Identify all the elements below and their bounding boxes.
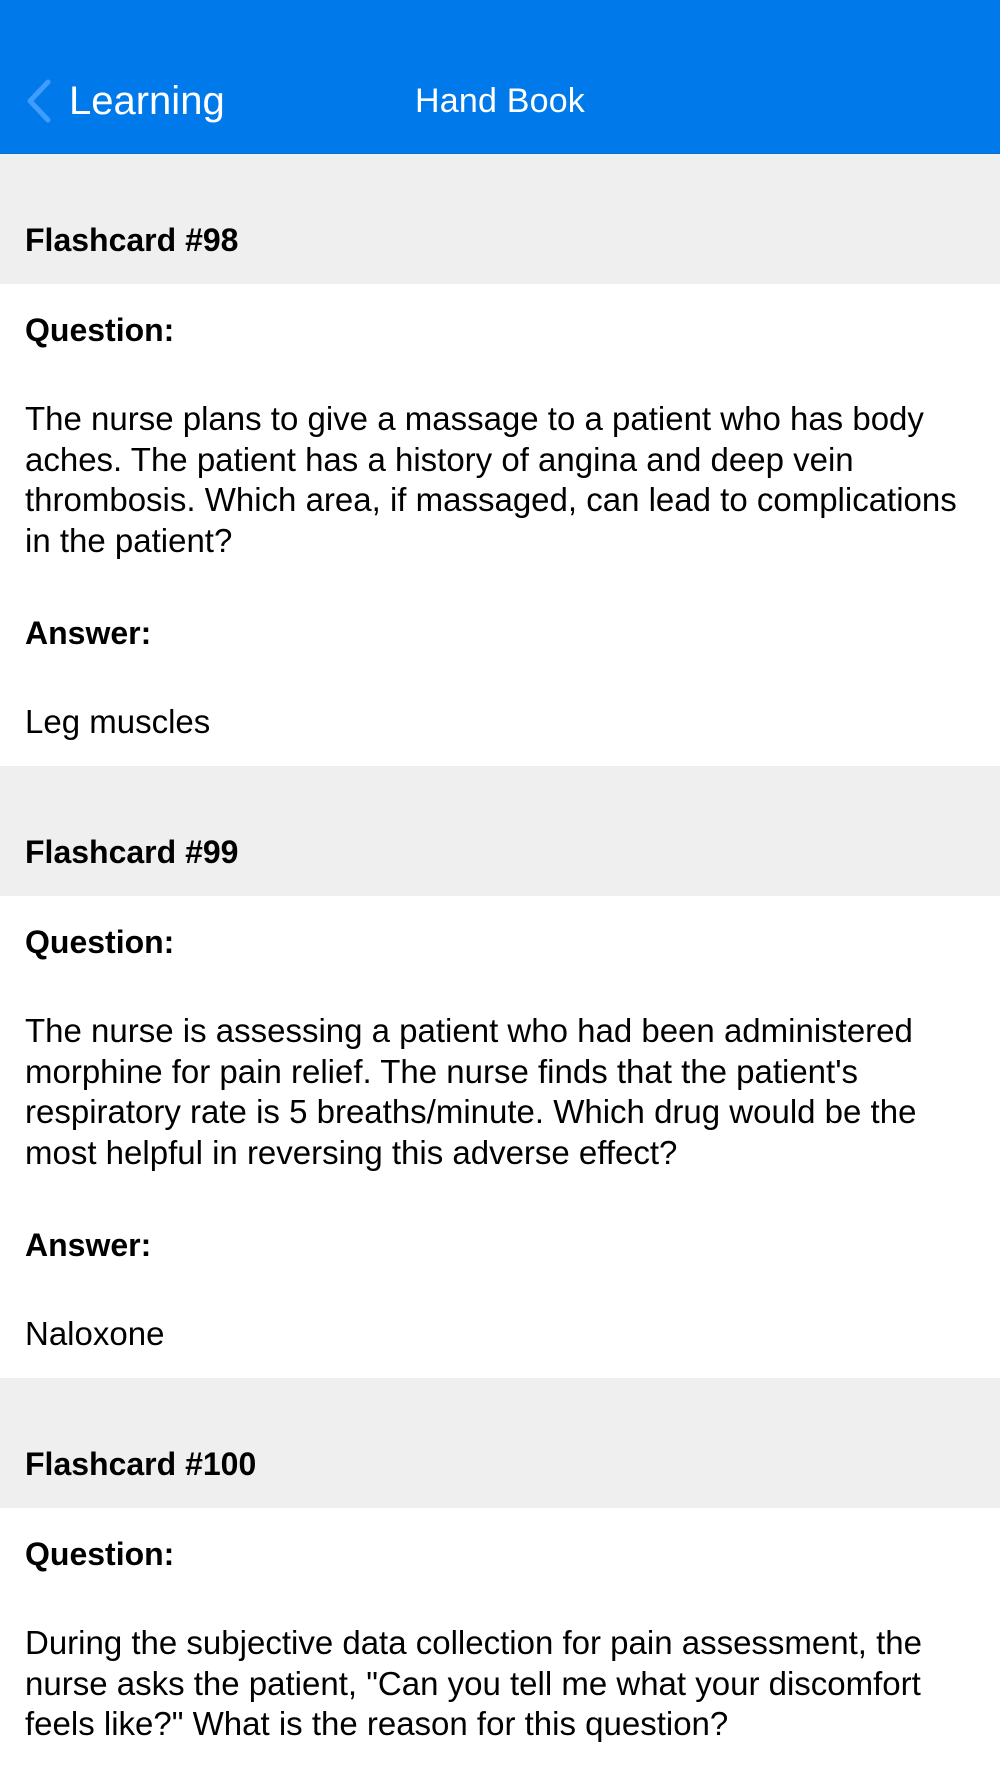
flashcard-body (0, 284, 1000, 766)
flashcard-header (0, 766, 1000, 896)
flashcard-title: Flashcard #98 (25, 222, 239, 258)
flashcard-body (0, 1508, 1000, 1771)
answer-text: Leg muscles (25, 703, 211, 740)
question-label: Question: (25, 924, 175, 960)
answer-label: Answer: (25, 615, 152, 651)
flashcard-header (0, 1378, 1000, 1508)
page-title: Hand Book (414, 82, 586, 120)
answer-text: Naloxone (25, 1315, 165, 1352)
question-text: The nurse is assessing a patient who had been administered morphine for pain relief. The nurse finds that the patient's respiratory rate is 5 breaths/minute. Which drug would be the most helpful in reversing this adverse effect? (25, 1012, 917, 1171)
flashcard (0, 1378, 1000, 1771)
question-text: During the subjective data collection for pain assessment, the nurse asks the patient, "Can you tell me what your discomfort feels like?" What is the reason for this question? (25, 1624, 922, 1742)
flashcard-title: Flashcard #100 (25, 1446, 257, 1482)
question-text: The nurse plans to give a massage to a patient who has body aches. The patient has a history of angina and deep vein thrombosis. Which area, if massaged, can lead to complications in the patient? (25, 400, 957, 559)
answer-label: Answer: (25, 1227, 152, 1263)
flashcard-body (0, 896, 1000, 1378)
question-label: Question: (25, 1536, 175, 1572)
flashcard-list[interactable] (0, 154, 1000, 1771)
navigation-bar (0, 0, 1000, 154)
question-label: Question: (25, 312, 175, 348)
flashcard-header (0, 154, 1000, 284)
flashcard-title: Flashcard #99 (25, 834, 239, 870)
flashcard (0, 766, 1000, 1378)
flashcard (0, 154, 1000, 766)
back-button-label: Learning (69, 79, 225, 123)
